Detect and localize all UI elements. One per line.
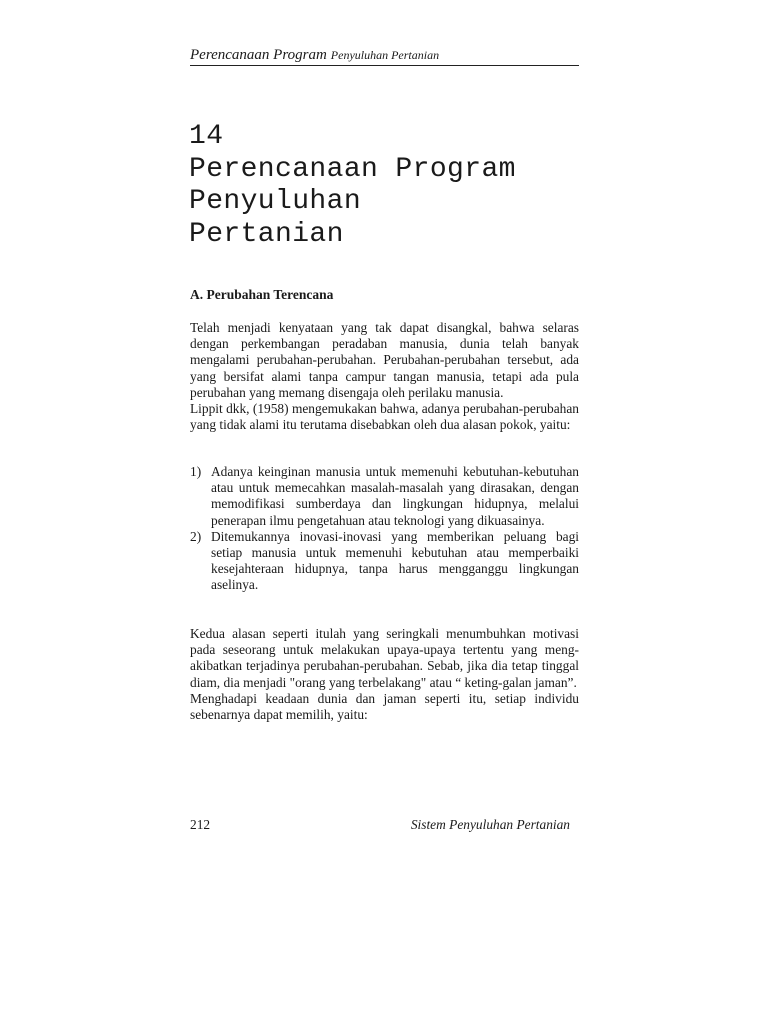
- page-number: 212: [190, 817, 211, 832]
- list-item-text: Adanya keinginan manusia untuk memenuhi kebutuhan-kebutuhan atau untuk memecahkan masalah-masalah yang dirasakan, dengan memodifikasi sumberdaya dan lingkungan hidupnya, melalui penerapan ilmu pengetahuan atau teknologi yang dikuasainya.: [211, 464, 579, 528]
- closing-paragraph-part-1: Kedua alasan seperti itulah yang seringkali menumbuhkan motivasi pada seseorang untuk melakukan upaya-upaya tertentu yang meng-akibatkan terjadinya perubahan-perubahan. Sebab, jika dia tetap tinggal diam, dia menjadi "orang yang terbelakang" atau “ keting-galan jaman”.: [190, 626, 579, 690]
- list-item: [190, 529, 579, 594]
- closing-paragraph-part-2: Menghadapi keadaan dunia dan jaman seperti itu, setiap individu sebenarnya dapat memilih, yaitu:: [190, 690, 579, 723]
- list-item: [190, 464, 579, 529]
- section-heading: A. Perubahan Terencana: [190, 287, 334, 302]
- chapter-title-line-2: Penyuluhan: [189, 186, 362, 217]
- intro-paragraph-part-1: Telah menjadi kenyataan yang tak dapat disangkal, bahwa selaras dengan perkembangan peradaban manusia, dunia telah banyak mengalami perubahan-perubahan. Perubahan-perubahan tersebut, ada yang bersifat alami tanpa campur tangan manusia, tetapi ada pula perubahan yang memang disengaja oleh perilaku manusia.: [190, 320, 579, 400]
- running-header: [190, 46, 579, 66]
- chapter-heading: [189, 121, 516, 251]
- intro-paragraph-part-2: Lippit dkk, (1958) mengemukakan bahwa, adanya perubahan-perubahan yang tidak alami itu terutama disebabkan oleh dua alasan pokok, yaitu:: [190, 401, 579, 433]
- footer-book-title: Sistem Penyuluhan Pertanian: [410, 817, 570, 832]
- chapter-title-line-3: Pertanian: [189, 218, 344, 250]
- closing-paragraph: [190, 626, 579, 723]
- chapter-title-line-1: Perencanaan Program: [189, 153, 516, 185]
- header-title-main: Perencanaan Program: [190, 47, 327, 63]
- reasons-list: [190, 464, 579, 594]
- header-title-sub: Penyuluhan Pertanian: [330, 48, 440, 62]
- list-item-number: 2): [190, 528, 202, 544]
- list-item-number: 1): [190, 464, 202, 479]
- chapter-number: 14: [189, 121, 224, 152]
- list-item-text: Ditemukannya inovasi-inovasi yang memberikan peluang bagi setiap manusia untuk memenuhi kebutuhan atau memperbaiki kesejahteraan hidupnya, tanpa harus mengganggu lingkungan aselinya.: [211, 528, 579, 593]
- intro-paragraph: [190, 320, 579, 433]
